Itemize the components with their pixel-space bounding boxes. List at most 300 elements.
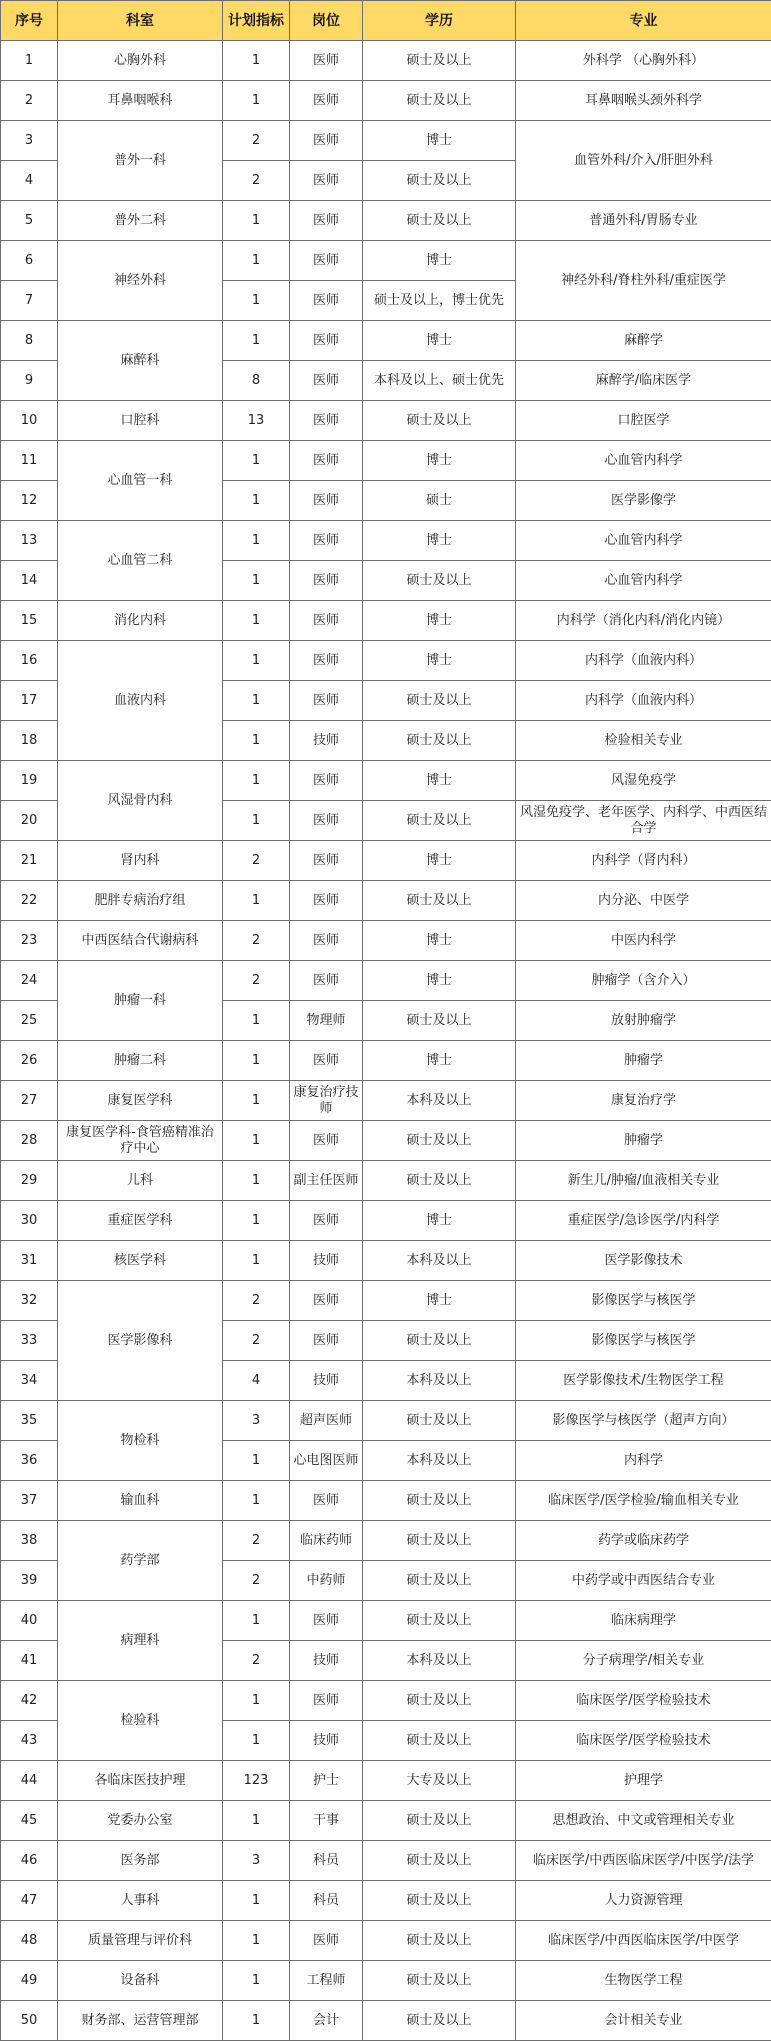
- cell-dept: 普外一科: [58, 121, 223, 201]
- cell-quota: 1: [223, 681, 290, 721]
- cell-dept: 医务部: [58, 1841, 223, 1881]
- cell-post: 医师: [290, 161, 363, 201]
- cell-quota: 1: [223, 1001, 290, 1041]
- cell-seq: 21: [1, 841, 58, 881]
- cell-major: 内科学（消化内科/消化内镜）: [516, 601, 771, 641]
- cell-seq: 40: [1, 1601, 58, 1641]
- cell-dept: 心胸外科: [58, 41, 223, 81]
- cell-post: 康复治疗技师: [290, 1081, 363, 1121]
- cell-quota: 1: [223, 41, 290, 81]
- cell-dept: 心血管二科: [58, 521, 223, 601]
- cell-major: 临床医学/中西医临床医学/中医学: [516, 1921, 771, 1961]
- cell-edu: 博士: [363, 1201, 516, 1241]
- cell-dept: 财务部、运营管理部: [58, 2001, 223, 2041]
- cell-quota: 1: [223, 201, 290, 241]
- cell-quota: 1: [223, 1801, 290, 1841]
- cell-seq: 35: [1, 1401, 58, 1441]
- cell-major: 药学或临床药学: [516, 1521, 771, 1561]
- cell-major: 康复治疗学: [516, 1081, 771, 1121]
- cell-edu: 硕士及以上: [363, 1921, 516, 1961]
- cell-dept: 医学影像科: [58, 1281, 223, 1401]
- cell-seq: 20: [1, 801, 58, 841]
- cell-post: 临床药师: [290, 1521, 363, 1561]
- cell-edu: 硕士及以上: [363, 1721, 516, 1761]
- cell-quota: 1: [223, 601, 290, 641]
- cell-post: 科员: [290, 1841, 363, 1881]
- table-row: [1, 321, 771, 361]
- cell-post: 医师: [290, 1281, 363, 1321]
- cell-major: 生物医学工程: [516, 1961, 771, 2001]
- cell-seq: 9: [1, 361, 58, 401]
- cell-post: 医师: [290, 1321, 363, 1361]
- table-row: [1, 1681, 771, 1721]
- cell-edu: 博士: [363, 321, 516, 361]
- header-seq: 序号: [1, 1, 58, 41]
- cell-edu: 硕士及以上: [363, 1321, 516, 1361]
- cell-dept: 物检科: [58, 1401, 223, 1481]
- cell-seq: 5: [1, 201, 58, 241]
- cell-quota: 1: [223, 1881, 290, 1921]
- cell-seq: 34: [1, 1361, 58, 1401]
- cell-post: 医师: [290, 1921, 363, 1961]
- table-row: [1, 2001, 771, 2041]
- table-row: [1, 1961, 771, 2001]
- cell-major: 影像医学与核医学: [516, 1281, 771, 1321]
- cell-major: 风湿免疫学、老年医学、内科学、中西医结合学: [516, 801, 771, 841]
- cell-seq: 14: [1, 561, 58, 601]
- cell-dept: 病理科: [58, 1601, 223, 1681]
- cell-seq: 10: [1, 401, 58, 441]
- cell-quota: 1: [223, 281, 290, 321]
- cell-dept: 肾内科: [58, 841, 223, 881]
- header-major: 专业: [516, 1, 771, 41]
- cell-quota: 123: [223, 1761, 290, 1801]
- cell-major: 心血管内科学: [516, 441, 771, 481]
- table-row: [1, 1881, 771, 1921]
- cell-dept: 口腔科: [58, 401, 223, 441]
- cell-edu: 硕士及以上: [363, 1561, 516, 1601]
- cell-dept: 血液内科: [58, 641, 223, 761]
- cell-major: 内科学（肾内科）: [516, 841, 771, 881]
- cell-quota: 1: [223, 881, 290, 921]
- cell-post: 医师: [290, 441, 363, 481]
- cell-dept: 肿瘤一科: [58, 961, 223, 1041]
- cell-quota: 1: [223, 2001, 290, 2041]
- cell-quota: 2: [223, 121, 290, 161]
- cell-edu: 硕士及以上: [363, 561, 516, 601]
- cell-quota: 4: [223, 1361, 290, 1401]
- table-row: [1, 1761, 771, 1801]
- cell-major: 麻醉学: [516, 321, 771, 361]
- cell-dept: 各临床医技护理: [58, 1761, 223, 1801]
- cell-quota: 1: [223, 1201, 290, 1241]
- cell-dept: 肥胖专病治疗组: [58, 881, 223, 921]
- cell-major: 影像医学与核医学: [516, 1321, 771, 1361]
- table-row: [1, 881, 771, 921]
- cell-major: 麻醉学/临床医学: [516, 361, 771, 401]
- cell-major: 内科学: [516, 1441, 771, 1481]
- cell-post: 医师: [290, 1041, 363, 1081]
- cell-post: 医师: [290, 601, 363, 641]
- cell-major: 风湿免疫学: [516, 761, 771, 801]
- cell-post: 医师: [290, 1481, 363, 1521]
- cell-major: 中医内科学: [516, 921, 771, 961]
- cell-quota: 1: [223, 721, 290, 761]
- header-row: [1, 1, 771, 41]
- cell-edu: 硕士及以上: [363, 721, 516, 761]
- cell-post: 护士: [290, 1761, 363, 1801]
- cell-quota: 1: [223, 1481, 290, 1521]
- table-row: [1, 1841, 771, 1881]
- cell-quota: 1: [223, 1161, 290, 1201]
- cell-quota: 1: [223, 641, 290, 681]
- cell-edu: 硕士及以上，博士优先: [363, 281, 516, 321]
- table-row: [1, 201, 771, 241]
- cell-edu: 硕士及以上: [363, 1481, 516, 1521]
- table-row: [1, 1201, 771, 1241]
- cell-seq: 2: [1, 81, 58, 121]
- cell-edu: 硕士及以上: [363, 1521, 516, 1561]
- cell-quota: 1: [223, 441, 290, 481]
- cell-edu: 硕士及以上: [363, 41, 516, 81]
- cell-quota: 1: [223, 321, 290, 361]
- cell-seq: 49: [1, 1961, 58, 2001]
- cell-seq: 3: [1, 121, 58, 161]
- cell-major: 影像医学与核医学（超声方向）: [516, 1401, 771, 1441]
- cell-edu: 硕士: [363, 481, 516, 521]
- cell-quota: 2: [223, 161, 290, 201]
- cell-seq: 19: [1, 761, 58, 801]
- cell-major: 肿瘤学（含介入）: [516, 961, 771, 1001]
- cell-post: 医师: [290, 241, 363, 281]
- cell-major: 肿瘤学: [516, 1041, 771, 1081]
- cell-major: 心血管内科学: [516, 561, 771, 601]
- cell-major: 临床医学/医学检验技术: [516, 1681, 771, 1721]
- cell-post: 医师: [290, 801, 363, 841]
- cell-edu: 硕士及以上: [363, 1801, 516, 1841]
- cell-edu: 硕士及以上: [363, 1161, 516, 1201]
- cell-quota: 1: [223, 1441, 290, 1481]
- cell-post: 医师: [290, 921, 363, 961]
- cell-seq: 31: [1, 1241, 58, 1281]
- cell-post: 医师: [290, 321, 363, 361]
- cell-post: 医师: [290, 361, 363, 401]
- cell-major: 心血管内科学: [516, 521, 771, 561]
- table-row: [1, 1481, 771, 1521]
- cell-seq: 28: [1, 1121, 58, 1161]
- table-row: [1, 841, 771, 881]
- cell-quota: 1: [223, 1681, 290, 1721]
- cell-seq: 29: [1, 1161, 58, 1201]
- cell-edu: 硕士及以上: [363, 1961, 516, 2001]
- cell-quota: 1: [223, 521, 290, 561]
- cell-seq: 50: [1, 2001, 58, 2041]
- cell-post: 医师: [290, 761, 363, 801]
- table-row: [1, 241, 771, 281]
- cell-dept: 儿科: [58, 1161, 223, 1201]
- table-row: [1, 601, 771, 641]
- cell-quota: 1: [223, 801, 290, 841]
- cell-seq: 45: [1, 1801, 58, 1841]
- cell-major: 放射肿瘤学: [516, 1001, 771, 1041]
- cell-dept: 康复医学科-食管癌精准治疗中心: [58, 1121, 223, 1161]
- cell-edu: 博士: [363, 241, 516, 281]
- cell-post: 医师: [290, 1121, 363, 1161]
- cell-edu: 博士: [363, 1281, 516, 1321]
- cell-major: 医学影像技术: [516, 1241, 771, 1281]
- cell-post: 工程师: [290, 1961, 363, 2001]
- cell-post: 医师: [290, 841, 363, 881]
- cell-seq: 4: [1, 161, 58, 201]
- cell-dept: 肿瘤二科: [58, 1041, 223, 1081]
- cell-dept: 普外二科: [58, 201, 223, 241]
- cell-major: 临床医学/医学检验技术: [516, 1721, 771, 1761]
- cell-seq: 7: [1, 281, 58, 321]
- cell-dept: 人事科: [58, 1881, 223, 1921]
- cell-edu: 硕士及以上: [363, 1121, 516, 1161]
- cell-post: 医师: [290, 281, 363, 321]
- cell-post: 医师: [290, 121, 363, 161]
- table-row: [1, 1801, 771, 1841]
- cell-seq: 15: [1, 601, 58, 641]
- cell-post: 技师: [290, 1721, 363, 1761]
- cell-major: 普通外科/胃肠专业: [516, 201, 771, 241]
- cell-edu: 硕士及以上: [363, 81, 516, 121]
- cell-quota: 1: [223, 1081, 290, 1121]
- cell-major: 临床医学/医学检验/输血相关专业: [516, 1481, 771, 1521]
- table-row: [1, 1601, 771, 1641]
- table-row: [1, 521, 771, 561]
- cell-post: 干事: [290, 1801, 363, 1841]
- cell-quota: 2: [223, 1321, 290, 1361]
- cell-quota: 2: [223, 961, 290, 1001]
- cell-post: 医师: [290, 41, 363, 81]
- cell-major: 重症医学/急诊医学/内科学: [516, 1201, 771, 1241]
- cell-major: 医学影像学: [516, 481, 771, 521]
- cell-quota: 3: [223, 1401, 290, 1441]
- cell-dept: 检验科: [58, 1681, 223, 1761]
- table-row: [1, 401, 771, 441]
- table-row: [1, 961, 771, 1001]
- cell-major: 耳鼻咽喉头颈外科学: [516, 81, 771, 121]
- cell-post: 技师: [290, 1361, 363, 1401]
- table-row: [1, 1921, 771, 1961]
- table-row: [1, 441, 771, 481]
- cell-dept: 消化内科: [58, 601, 223, 641]
- cell-seq: 38: [1, 1521, 58, 1561]
- cell-seq: 24: [1, 961, 58, 1001]
- cell-seq: 44: [1, 1761, 58, 1801]
- cell-edu: 博士: [363, 641, 516, 681]
- cell-seq: 43: [1, 1721, 58, 1761]
- cell-edu: 硕士及以上: [363, 801, 516, 841]
- cell-edu: 硕士及以上: [363, 161, 516, 201]
- cell-major: 会计相关专业: [516, 2001, 771, 2041]
- table-row: [1, 1121, 771, 1161]
- cell-edu: 博士: [363, 441, 516, 481]
- cell-major: 外科学 （心胸外科）: [516, 41, 771, 81]
- cell-quota: 1: [223, 761, 290, 801]
- table-body: [1, 41, 771, 2041]
- cell-post: 医师: [290, 881, 363, 921]
- cell-dept: 质量管理与评价科: [58, 1921, 223, 1961]
- table-row: [1, 1401, 771, 1441]
- cell-dept: 中西医结合代谢病科: [58, 921, 223, 961]
- cell-quota: 2: [223, 921, 290, 961]
- table-row: [1, 641, 771, 681]
- cell-seq: 32: [1, 1281, 58, 1321]
- header-post: 岗位: [290, 1, 363, 41]
- cell-post: 医师: [290, 1601, 363, 1641]
- cell-seq: 26: [1, 1041, 58, 1081]
- cell-post: 科员: [290, 1881, 363, 1921]
- cell-edu: 硕士及以上: [363, 1401, 516, 1441]
- cell-quota: 1: [223, 1121, 290, 1161]
- cell-edu: 博士: [363, 761, 516, 801]
- cell-seq: 25: [1, 1001, 58, 1041]
- cell-quota: 2: [223, 841, 290, 881]
- cell-seq: 33: [1, 1321, 58, 1361]
- cell-seq: 46: [1, 1841, 58, 1881]
- cell-quota: 1: [223, 1921, 290, 1961]
- cell-dept: 输血科: [58, 1481, 223, 1521]
- cell-major: 临床病理学: [516, 1601, 771, 1641]
- cell-edu: 本科及以上: [363, 1241, 516, 1281]
- table-row: [1, 1241, 771, 1281]
- cell-major: 思想政治、中文或管理相关专业: [516, 1801, 771, 1841]
- cell-post: 副主任医师: [290, 1161, 363, 1201]
- cell-post: 医师: [290, 961, 363, 1001]
- cell-dept: 风湿骨内科: [58, 761, 223, 841]
- cell-quota: 1: [223, 81, 290, 121]
- table-row: [1, 1281, 771, 1321]
- cell-post: 技师: [290, 721, 363, 761]
- cell-dept: 心血管一科: [58, 441, 223, 521]
- cell-post: 医师: [290, 1201, 363, 1241]
- cell-edu: 硕士及以上: [363, 1841, 516, 1881]
- cell-post: 医师: [290, 681, 363, 721]
- cell-seq: 39: [1, 1561, 58, 1601]
- cell-post: 会计: [290, 2001, 363, 2041]
- cell-seq: 16: [1, 641, 58, 681]
- cell-post: 超声医师: [290, 1401, 363, 1441]
- cell-edu: 博士: [363, 121, 516, 161]
- cell-major: 中药学或中西医结合专业: [516, 1561, 771, 1601]
- cell-quota: 1: [223, 1721, 290, 1761]
- cell-post: 技师: [290, 1641, 363, 1681]
- cell-quota: 3: [223, 1841, 290, 1881]
- table-row: [1, 761, 771, 801]
- cell-dept: 麻醉科: [58, 321, 223, 401]
- cell-post: 中药师: [290, 1561, 363, 1601]
- cell-edu: 博士: [363, 921, 516, 961]
- cell-quota: 1: [223, 241, 290, 281]
- cell-post: 医师: [290, 401, 363, 441]
- cell-seq: 27: [1, 1081, 58, 1121]
- cell-quota: 1: [223, 481, 290, 521]
- cell-edu: 本科及以上: [363, 1641, 516, 1681]
- cell-edu: 硕士及以上: [363, 2001, 516, 2041]
- table-row: [1, 121, 771, 161]
- cell-edu: 硕士及以上: [363, 401, 516, 441]
- cell-dept: 党委办公室: [58, 1801, 223, 1841]
- cell-major: 检验相关专业: [516, 721, 771, 761]
- cell-edu: 本科及以上: [363, 1361, 516, 1401]
- cell-quota: 2: [223, 1521, 290, 1561]
- cell-seq: 13: [1, 521, 58, 561]
- cell-post: 医师: [290, 641, 363, 681]
- cell-seq: 37: [1, 1481, 58, 1521]
- cell-edu: 硕士及以上: [363, 201, 516, 241]
- cell-quota: 1: [223, 1601, 290, 1641]
- cell-seq: 42: [1, 1681, 58, 1721]
- cell-post: 医师: [290, 481, 363, 521]
- cell-dept: 康复医学科: [58, 1081, 223, 1121]
- cell-edu: 博士: [363, 1041, 516, 1081]
- cell-edu: 本科及以上: [363, 1081, 516, 1121]
- cell-major: 分子病理学/相关专业: [516, 1641, 771, 1681]
- cell-post: 医师: [290, 561, 363, 601]
- cell-quota: 13: [223, 401, 290, 441]
- cell-major: 临床医学/中西医临床医学/中医学/法学: [516, 1841, 771, 1881]
- cell-major: 医学影像技术/生物医学工程: [516, 1361, 771, 1401]
- cell-quota: 1: [223, 1241, 290, 1281]
- cell-quota: 1: [223, 561, 290, 601]
- cell-edu: 硕士及以上: [363, 881, 516, 921]
- cell-edu: 本科及以上: [363, 1441, 516, 1481]
- cell-seq: 1: [1, 41, 58, 81]
- cell-seq: 47: [1, 1881, 58, 1921]
- cell-dept: 耳鼻咽喉科: [58, 81, 223, 121]
- cell-seq: 36: [1, 1441, 58, 1481]
- cell-dept: 设备科: [58, 1961, 223, 2001]
- table-row: [1, 1161, 771, 1201]
- cell-major: 神经外科/脊柱外科/重症医学: [516, 241, 771, 321]
- cell-quota: 2: [223, 1281, 290, 1321]
- table-row: [1, 1041, 771, 1081]
- cell-edu: 硕士及以上: [363, 1601, 516, 1641]
- table-row: [1, 1521, 771, 1561]
- cell-quota: 2: [223, 1641, 290, 1681]
- cell-post: 医师: [290, 1681, 363, 1721]
- table-row: [1, 81, 771, 121]
- cell-major: 内科学（血液内科）: [516, 641, 771, 681]
- cell-dept: 核医学科: [58, 1241, 223, 1281]
- cell-major: 人力资源管理: [516, 1881, 771, 1921]
- cell-seq: 17: [1, 681, 58, 721]
- cell-edu: 硕士及以上: [363, 681, 516, 721]
- cell-seq: 22: [1, 881, 58, 921]
- cell-dept: 药学部: [58, 1521, 223, 1601]
- cell-edu: 博士: [363, 841, 516, 881]
- cell-edu: 大专及以上: [363, 1761, 516, 1801]
- cell-major: 血管外科/介入/肝胆外科: [516, 121, 771, 201]
- cell-dept: 重症医学科: [58, 1201, 223, 1241]
- cell-edu: 硕士及以上: [363, 1001, 516, 1041]
- cell-edu: 硕士及以上: [363, 1681, 516, 1721]
- cell-post: 心电图医师: [290, 1441, 363, 1481]
- cell-seq: 11: [1, 441, 58, 481]
- cell-seq: 41: [1, 1641, 58, 1681]
- cell-post: 物理师: [290, 1001, 363, 1041]
- cell-quota: 8: [223, 361, 290, 401]
- cell-edu: 本科及以上、硕士优先: [363, 361, 516, 401]
- cell-post: 技师: [290, 1241, 363, 1281]
- cell-quota: 1: [223, 1961, 290, 2001]
- cell-seq: 18: [1, 721, 58, 761]
- table-row: [1, 1081, 771, 1121]
- cell-edu: 博士: [363, 521, 516, 561]
